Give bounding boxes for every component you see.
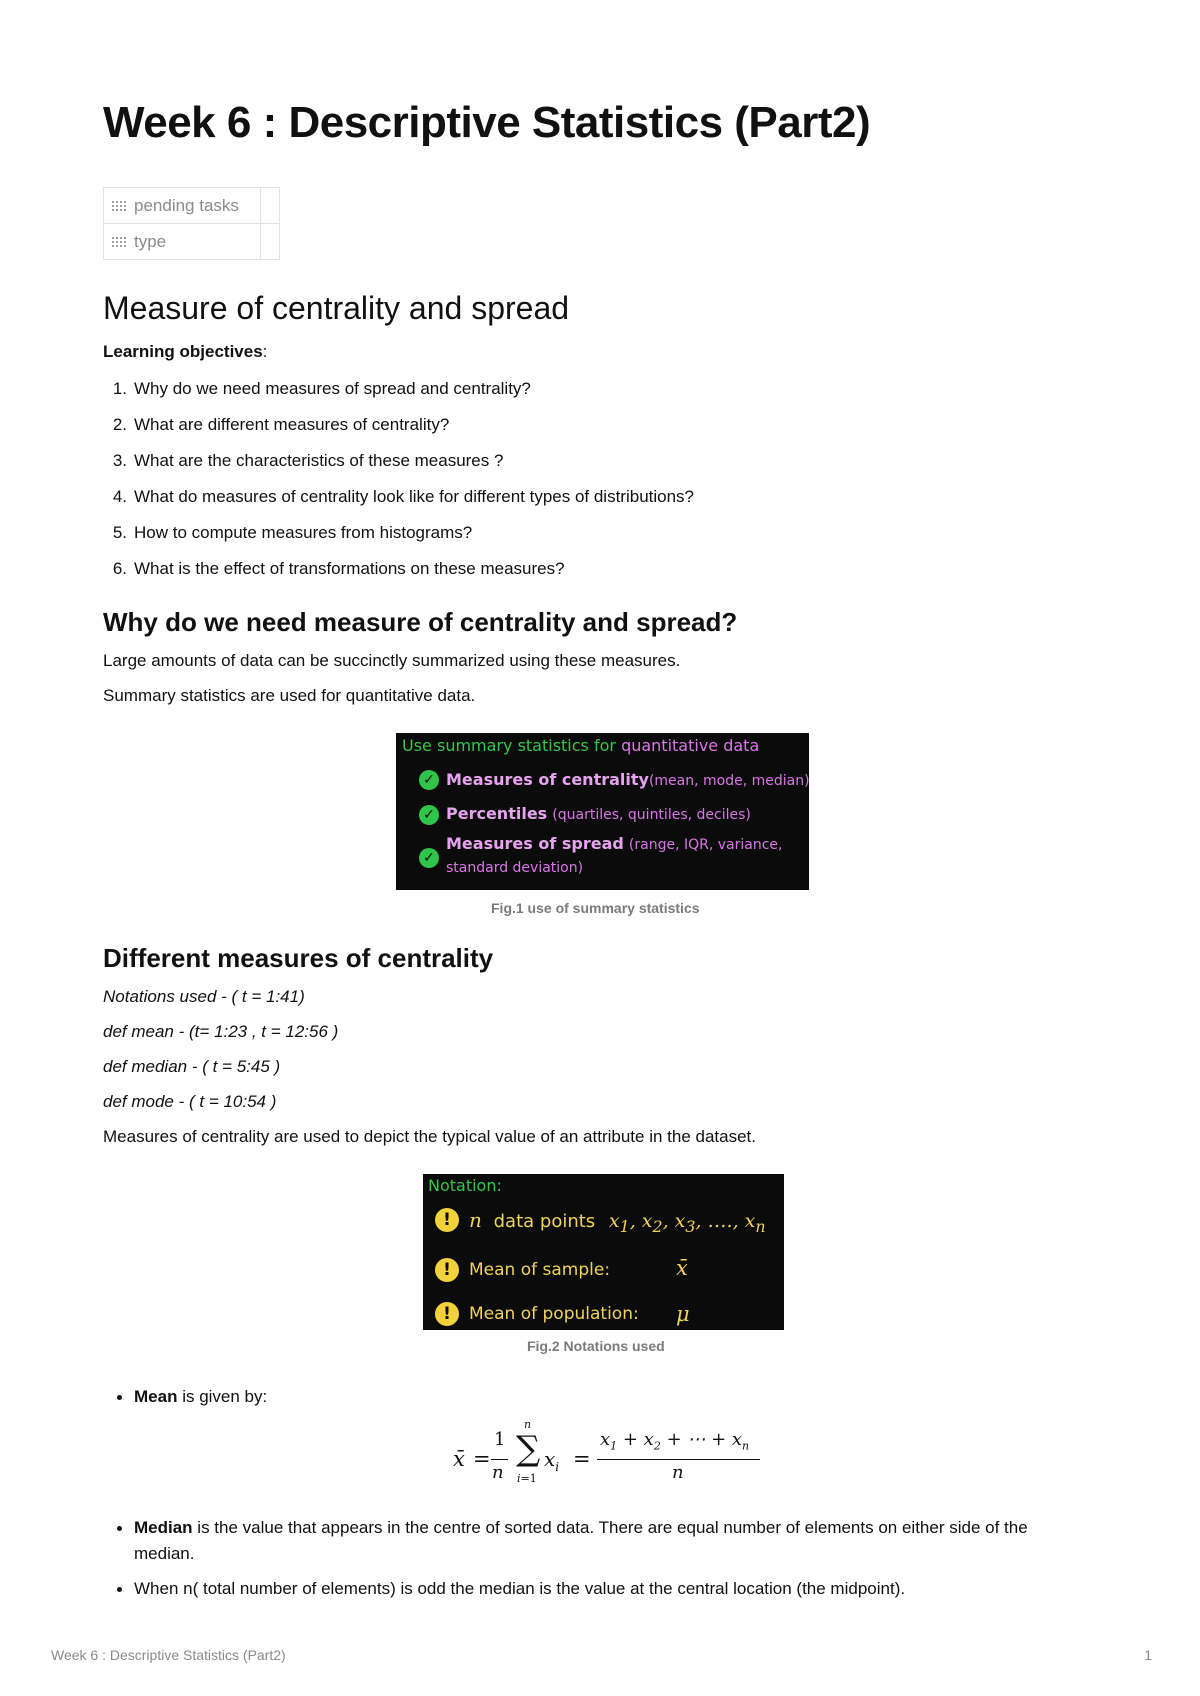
property-row[interactable]	[104, 224, 279, 259]
figure-notations: Notation: ! n data points $x_1$, $x_2$, $x_3$, …., $x_n$ ! Mean of sample: x̄ ! Mean of population: μ	[423, 1174, 784, 1330]
check-icon: ✓	[419, 805, 439, 825]
list-item: 6. What is the effect of transformations on these measures?	[112, 559, 565, 578]
list-item: 5. How to compute measures from histograms?	[112, 523, 473, 542]
check-icon: ✓	[419, 848, 439, 868]
exclamation-icon: !	[435, 1258, 459, 1282]
property-row[interactable]	[104, 188, 279, 224]
list-item: Mean is given by:	[103, 1384, 1103, 1410]
paragraph: Measures of centrality are used to depict the typical value of an attribute in the dataset.	[103, 1127, 756, 1146]
list-item: 1. Why do we need measures of spread and centrality?	[112, 379, 531, 398]
list-item: Median is the value that appears in the centre of sorted data. There are equal number of elements on either side of the median.	[103, 1515, 1103, 1567]
note: def mode - ( t = 10:54 )	[103, 1092, 277, 1111]
figure-caption: Fig.2 Notations used	[527, 1338, 665, 1354]
list-item: 3. What are the characteristics of these measures ?	[112, 451, 504, 470]
properties-table	[103, 187, 280, 260]
property-label: pending tasks	[134, 195, 239, 215]
property-value[interactable]	[261, 188, 279, 223]
note: Notations used - ( t = 1:41)	[103, 987, 305, 1006]
note: def mean - (t= 1:23 , t = 12:56 )	[103, 1022, 339, 1041]
list-item: When n( total number of elements) is odd the median is the value at the central location (the midpoint).	[103, 1576, 1103, 1602]
mean-formula: x̄ = 1 n n ∑ i=1 $x_i$ = $x_1 + x_2$ + ⋯ + $x_n$ n	[453, 1425, 783, 1495]
list-icon	[104, 236, 134, 248]
section-heading-centrality-spread: Measure of centrality and spread	[103, 290, 570, 326]
section-heading-why: Why do we need measure of centrality and spread?	[103, 607, 738, 637]
list-item: 2. What are different measures of centrality?	[112, 415, 450, 434]
section-heading-different-measures: Different measures of centrality	[103, 943, 494, 973]
exclamation-icon: !	[435, 1302, 459, 1326]
list-icon	[104, 200, 134, 212]
paragraph: Large amounts of data can be succinctly summarized using these measures.	[103, 651, 681, 670]
paragraph: Summary statistics are used for quantitative data.	[103, 686, 476, 705]
property-value[interactable]	[261, 224, 279, 259]
learning-objectives-label: Learning objectives:	[103, 342, 268, 361]
list-item: 4. What do measures of centrality look like for different types of distributions?	[112, 487, 695, 506]
figure-caption: Fig.1 use of summary statistics	[491, 900, 700, 916]
page-number: 1	[1144, 1647, 1152, 1663]
footer-title: Week 6 : Descriptive Statistics (Part2)	[51, 1647, 286, 1663]
objectives-list	[103, 378, 694, 594]
page-title: Week 6 : Descriptive Statistics (Part2)	[103, 98, 871, 147]
property-label: type	[134, 231, 167, 251]
check-icon: ✓	[419, 770, 439, 790]
exclamation-icon: !	[435, 1208, 459, 1232]
figure-summary-statistics: Use summary statistics for quantitative data ✓ Measures of centrality(mean, mode, median) ✓ Percentiles (quartiles, quintiles, deciles) ✓ Measures of spread (range, IQR, variance, standard deviation)	[396, 733, 809, 890]
note: def median - ( t = 5:45 )	[103, 1057, 281, 1076]
